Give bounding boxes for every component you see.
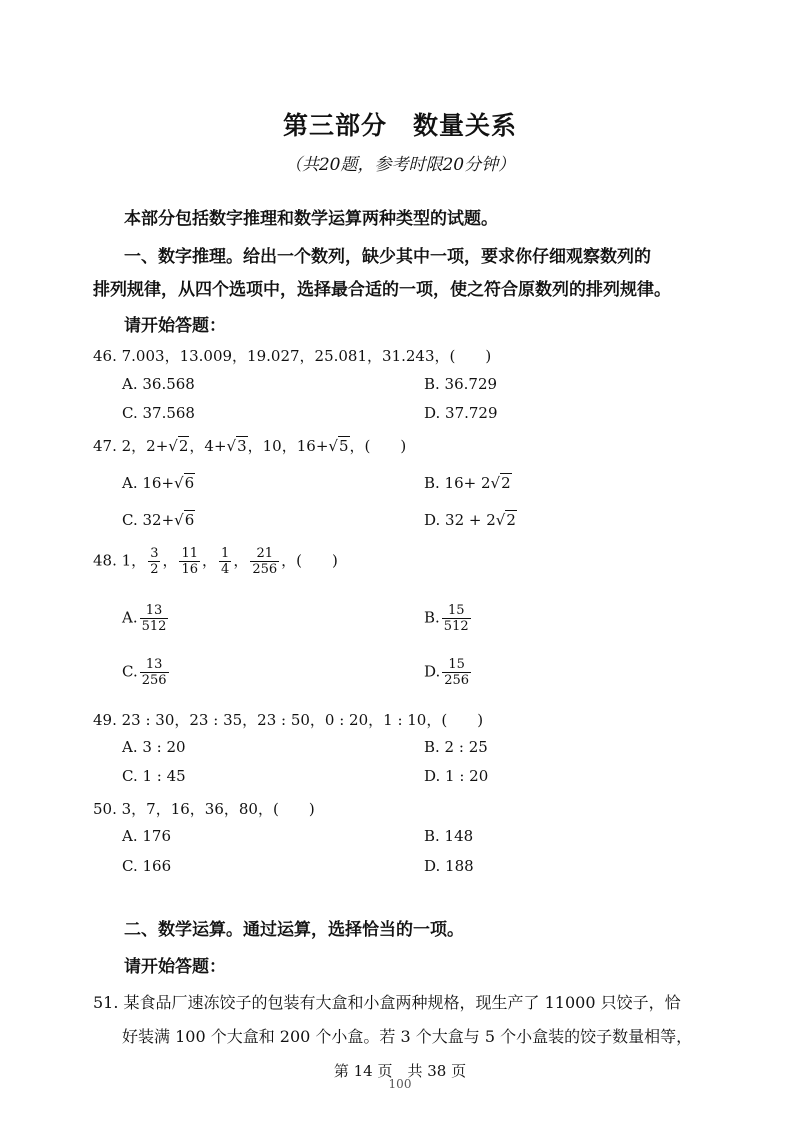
q48-option-c: C. $\frac{13}{256}$ <box>122 657 167 688</box>
q48-text: 1， <box>121 551 147 570</box>
q47-option-c: C. 32+√6 <box>122 511 195 529</box>
q46-option-a: A. 36.568 <box>122 375 195 393</box>
q47-text: ，4+ <box>189 437 227 455</box>
page-footer: 第 14 页 共 38 页 <box>333 1062 467 1080</box>
q47-text: ，( ) <box>349 437 407 455</box>
sqrt-symbol: √6 <box>174 511 195 529</box>
q46-stem: 46. 7.003，13.009，19.027，25.081，31.243，( ) <box>93 347 492 365</box>
q47-option-d: D. 32 + 2√2 <box>424 511 516 529</box>
q49-option-b: B. 2 : 25 <box>424 738 488 756</box>
fraction: $\frac{15}{256}$ <box>444 657 470 688</box>
q48-number: 48. <box>93 551 117 570</box>
q50-option-d: D. 188 <box>424 857 474 875</box>
q49-stem: 49. 23 : 30，23 : 35，23 : 50，0 : 20，1 : 10，( ) <box>93 711 484 729</box>
q47-number: 47. <box>93 437 117 455</box>
sqrt-symbol: √6 <box>174 474 195 492</box>
intro-line: 本部分包括数字推理和数学运算两种类型的试题。 <box>124 209 498 229</box>
section2-title: 二、数学运算。通过运算，选择恰当的一项。 <box>124 920 464 940</box>
start-prompt-1: 请开始答题： <box>124 316 226 336</box>
q46-option-d: D. 37.729 <box>424 404 498 422</box>
fraction: $\frac{15}{512}$ <box>443 603 469 634</box>
q47-option-a: A. 16+√6 <box>122 474 195 492</box>
fraction: $\frac{3}{2}$ <box>150 546 159 577</box>
q47-text: 2，2+ <box>121 437 169 455</box>
q46-option-c: C. 37.568 <box>122 404 195 422</box>
section1-line1: 一、数字推理。给出一个数列，缺少其中一项，要求你仔细观察数列的 <box>124 247 651 267</box>
q50-option-c: C. 166 <box>122 857 172 875</box>
sqrt-symbol: √2 <box>490 474 511 492</box>
q48-text: ，( ) <box>281 551 338 570</box>
q49-option-d: D. 1 : 20 <box>424 767 489 785</box>
fraction: $\frac{1}{4}$ <box>221 546 230 577</box>
section1-line2: 排列规律，从四个选项中，选择最合适的一项，使之符合原数列的排列规律。 <box>93 280 671 300</box>
q47-option-b: B. 16+ 2√2 <box>424 474 511 492</box>
q48-option-d: D. $\frac{15}{256}$ <box>424 657 470 688</box>
sqrt-symbol: √5 <box>328 437 349 455</box>
q49-option-c: C. 1 : 45 <box>122 767 186 785</box>
q48-option-a: A. $\frac{13}{512}$ <box>122 603 167 634</box>
fraction: $\frac{13}{512}$ <box>141 603 167 634</box>
q49-option-a: A. 3 : 20 <box>122 738 186 756</box>
sqrt-symbol: √2 <box>495 511 516 529</box>
q48-option-b: B. $\frac{15}{512}$ <box>424 603 469 634</box>
q50-option-a: A. 176 <box>122 827 171 845</box>
sqrt-symbol: √2 <box>168 437 189 455</box>
sqrt-symbol: √3 <box>226 437 247 455</box>
start-prompt-2: 请开始答题： <box>124 957 226 977</box>
q46-option-b: B. 36.729 <box>424 375 498 393</box>
fraction: $\frac{11}{16}$ <box>181 546 199 577</box>
q51-line2: 好装满 100 个大盒和 200 个小盒。若 3 个大盒与 5 个小盒装的饺子数量相等， <box>122 1027 693 1046</box>
q48-stem: 48. 1， $\frac{3}{2}$ ， $\frac{11}{16}$ ， $\frac{1}{4}$ ， $\frac{21}{256}$ ，( ) <box>93 546 338 577</box>
q47-stem <box>93 435 406 456</box>
fraction: $\frac{21}{256}$ <box>252 546 278 577</box>
page-title: 第三部分 数量关系 <box>282 111 517 140</box>
fraction: $\frac{13}{256}$ <box>141 657 167 688</box>
q50-option-b: B. 148 <box>424 827 474 845</box>
page-subtitle: （共20题，参考时限20分钟） <box>284 155 516 175</box>
q47-text: ，10，16+ <box>247 437 329 455</box>
q51-line1: 51. 某食品厂速冻饺子的包装有大盒和小盒两种规格，现生产了 11000 只饺子，恰 <box>93 993 681 1012</box>
q50-stem: 50. 3，7，16，36，80，( ) <box>93 800 315 818</box>
page-number: 100 <box>388 1077 412 1091</box>
